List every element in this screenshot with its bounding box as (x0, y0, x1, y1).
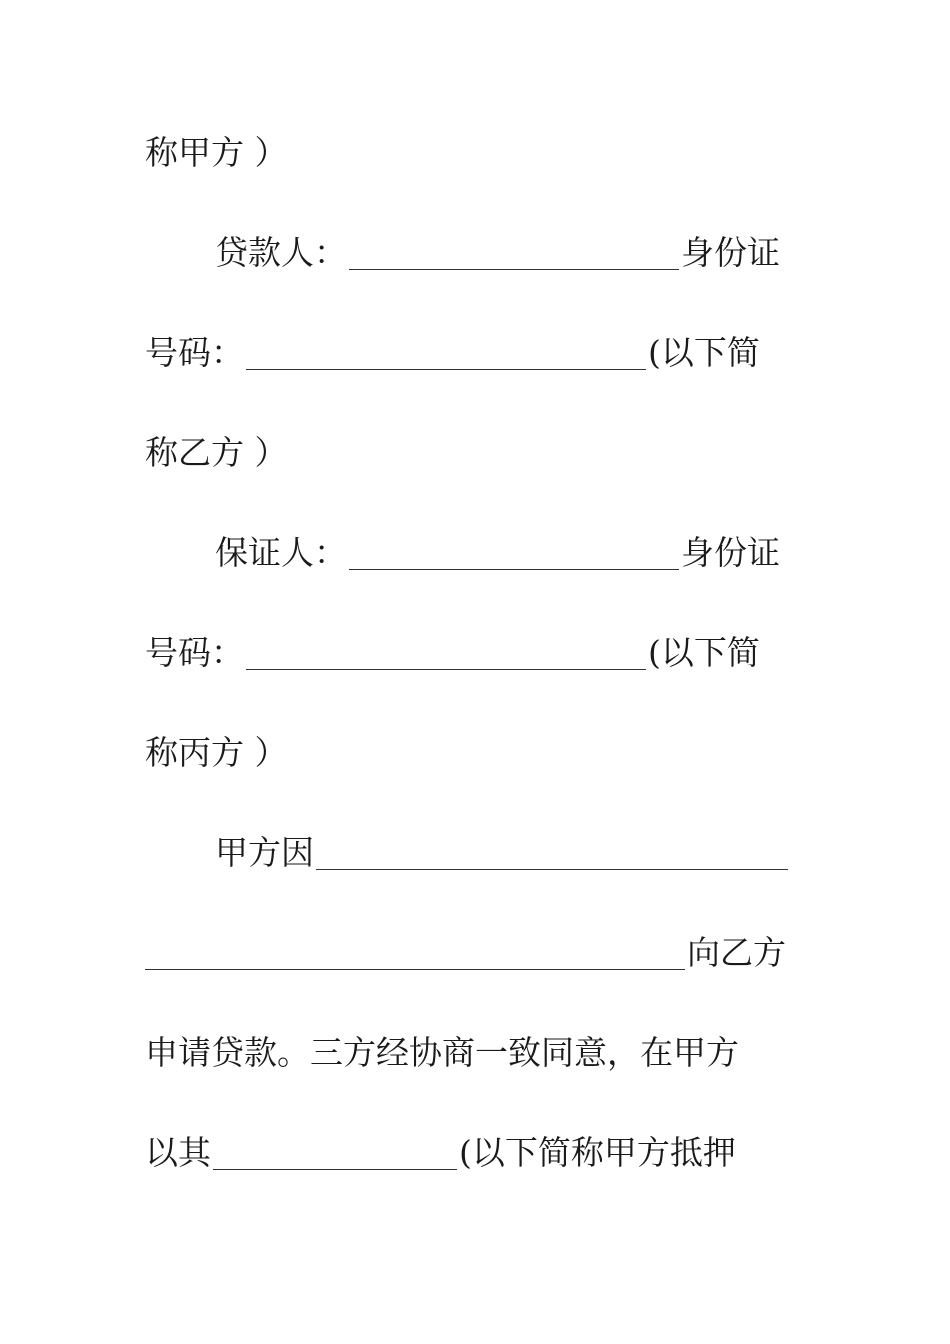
lender-id-blank[interactable] (246, 335, 646, 370)
text-line (145, 428, 288, 478)
text-line (145, 1028, 739, 1078)
reason-continued-line (145, 928, 786, 978)
to-party-b-text: 向乙方 (687, 933, 786, 972)
collateral-blank[interactable] (213, 1135, 457, 1170)
id-number-label: 号码： (145, 333, 244, 372)
guarantor-line (215, 528, 780, 578)
id-number-label: 号码： (145, 633, 244, 672)
id-card-label: 身份证 (681, 533, 780, 572)
line-text: 称乙方 ） (145, 433, 288, 472)
abbreviation-text: (以下简 (648, 333, 760, 372)
lender-label: 贷款人： (215, 233, 347, 272)
text-line (145, 128, 288, 178)
collateral-label: 以其 (145, 1133, 211, 1172)
reason-line (215, 828, 790, 878)
lender-id-line (145, 328, 760, 378)
line-text: 申请贷款。三方经协商一致同意，在甲方 (145, 1033, 739, 1072)
guarantor-id-line (145, 628, 760, 678)
text-line (145, 728, 288, 778)
lender-name-blank[interactable] (349, 235, 679, 270)
reason-blank[interactable] (316, 835, 788, 870)
line-text: 称丙方 ） (145, 733, 288, 772)
reason-label: 甲方因 (215, 833, 314, 872)
guarantor-name-blank[interactable] (349, 535, 679, 570)
reason-blank-continued[interactable] (145, 935, 685, 970)
guarantor-label: 保证人： (215, 533, 347, 572)
id-card-label: 身份证 (681, 233, 780, 272)
abbreviation-text: (以下简 (648, 633, 760, 672)
guarantor-id-blank[interactable] (246, 635, 646, 670)
lender-line (215, 228, 780, 278)
collateral-abbreviation-text: (以下简称甲方抵押 (459, 1133, 736, 1172)
collateral-line (145, 1128, 736, 1178)
line-text: 称甲方 ） (145, 133, 288, 172)
